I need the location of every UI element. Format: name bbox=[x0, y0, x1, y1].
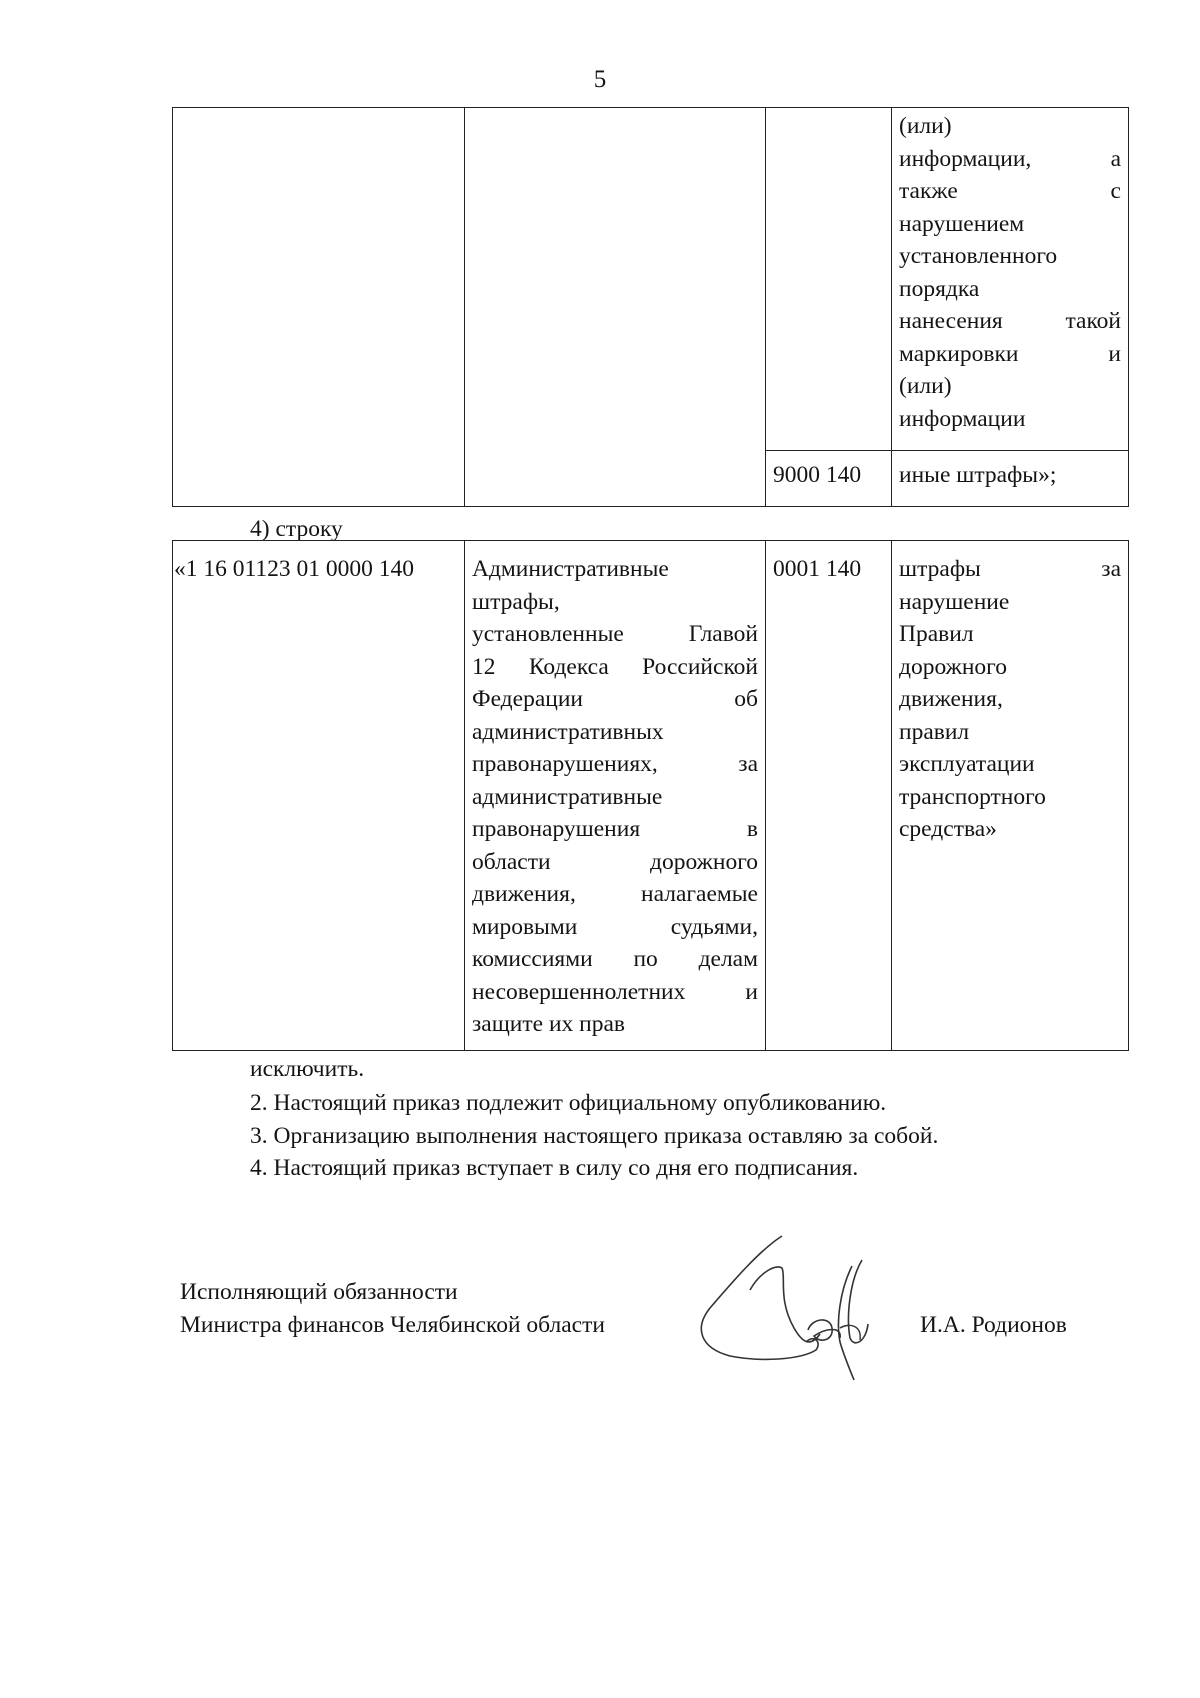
description-text: иные штрафы»; bbox=[899, 462, 1057, 488]
text-line: транспортного bbox=[899, 783, 1046, 810]
text-line: штрафы, bbox=[472, 588, 560, 615]
paragraph-2: 2. Настоящий приказ подлежит официальному опубликованию. bbox=[250, 1090, 887, 1116]
text-line: административные bbox=[472, 783, 663, 810]
position-line-1: Исполняющий обязанности bbox=[180, 1279, 458, 1305]
text-line: эксплуатации bbox=[899, 751, 1035, 777]
text-line: мировыми судьями, bbox=[472, 913, 758, 940]
text-line: 12 Кодекса Российской bbox=[472, 653, 758, 680]
table-cell-empty bbox=[766, 108, 892, 451]
item4-label: 4) строку bbox=[250, 516, 343, 542]
text-line: средства» bbox=[899, 816, 997, 842]
code-text: 9000 140 bbox=[773, 462, 862, 488]
text-line: комиссиями по делам bbox=[472, 946, 758, 972]
text-line: правонарушения в bbox=[472, 816, 758, 842]
text-line: маркировки и bbox=[899, 340, 1121, 367]
handwritten-signature bbox=[690, 1230, 920, 1390]
table-row-to-exclude bbox=[172, 540, 1129, 1051]
table-cell-code bbox=[766, 451, 892, 507]
text-line: правил bbox=[899, 718, 970, 745]
signatory-position bbox=[180, 1276, 605, 1342]
text-line: дорожного bbox=[899, 653, 1007, 680]
table-continuation bbox=[172, 107, 1129, 507]
text-line: правонарушениях, за bbox=[472, 751, 758, 777]
text-line: установленные Главой bbox=[472, 621, 758, 647]
table-cell-description bbox=[892, 451, 1129, 507]
signatory-name: И.А. Родионов bbox=[920, 1312, 1067, 1338]
page-number: 5 bbox=[593, 66, 607, 93]
text-line: информации bbox=[899, 405, 1026, 432]
paragraph-3: 3. Организацию выполнения настоящего приказа оставляю за собой. bbox=[250, 1123, 939, 1149]
subcode-text: 0001 140 bbox=[773, 556, 862, 582]
kbk-code-text: «1 16 01123 01 0000 140 bbox=[174, 556, 415, 582]
table-cell-kbk-code bbox=[173, 541, 465, 1051]
text-line: нанесения такой bbox=[899, 308, 1121, 334]
text-line: нарушение bbox=[899, 588, 1010, 615]
table-cell-empty bbox=[465, 108, 766, 507]
text-line: движения, налагаемые bbox=[472, 881, 758, 907]
exclude-text: исключить. bbox=[250, 1056, 365, 1082]
text-line: движения, bbox=[899, 686, 1003, 712]
text-line: защите их прав bbox=[472, 1011, 626, 1037]
text-line: административных bbox=[472, 718, 664, 745]
text-line: области дорожного bbox=[472, 848, 758, 875]
text-line: также с bbox=[899, 178, 1121, 204]
text-line: Федерации об bbox=[472, 686, 758, 712]
text-line: штрафы за bbox=[899, 556, 1121, 582]
text-line: несовершеннолетних и bbox=[472, 978, 758, 1005]
text-line: (или) bbox=[899, 373, 952, 399]
table-cell-subcode bbox=[766, 541, 892, 1051]
table-cell-description bbox=[892, 541, 1129, 1051]
table-cell-description bbox=[892, 108, 1129, 451]
table-cell-empty bbox=[173, 108, 465, 507]
text-line: информации, а bbox=[899, 145, 1121, 172]
text-line: (или) bbox=[899, 113, 952, 139]
text-line: Административные bbox=[472, 556, 669, 582]
text-line: нарушением bbox=[899, 210, 1025, 237]
text-line: порядка bbox=[899, 275, 980, 302]
text-line: установленного bbox=[899, 243, 1058, 269]
table-cell-name bbox=[465, 541, 766, 1051]
position-line-2: Министра финансов Челябинской области bbox=[180, 1312, 605, 1338]
paragraph-4: 4. Настоящий приказ вступает в силу со дня его подписания. bbox=[250, 1155, 859, 1181]
text-line: Правил bbox=[899, 621, 974, 647]
